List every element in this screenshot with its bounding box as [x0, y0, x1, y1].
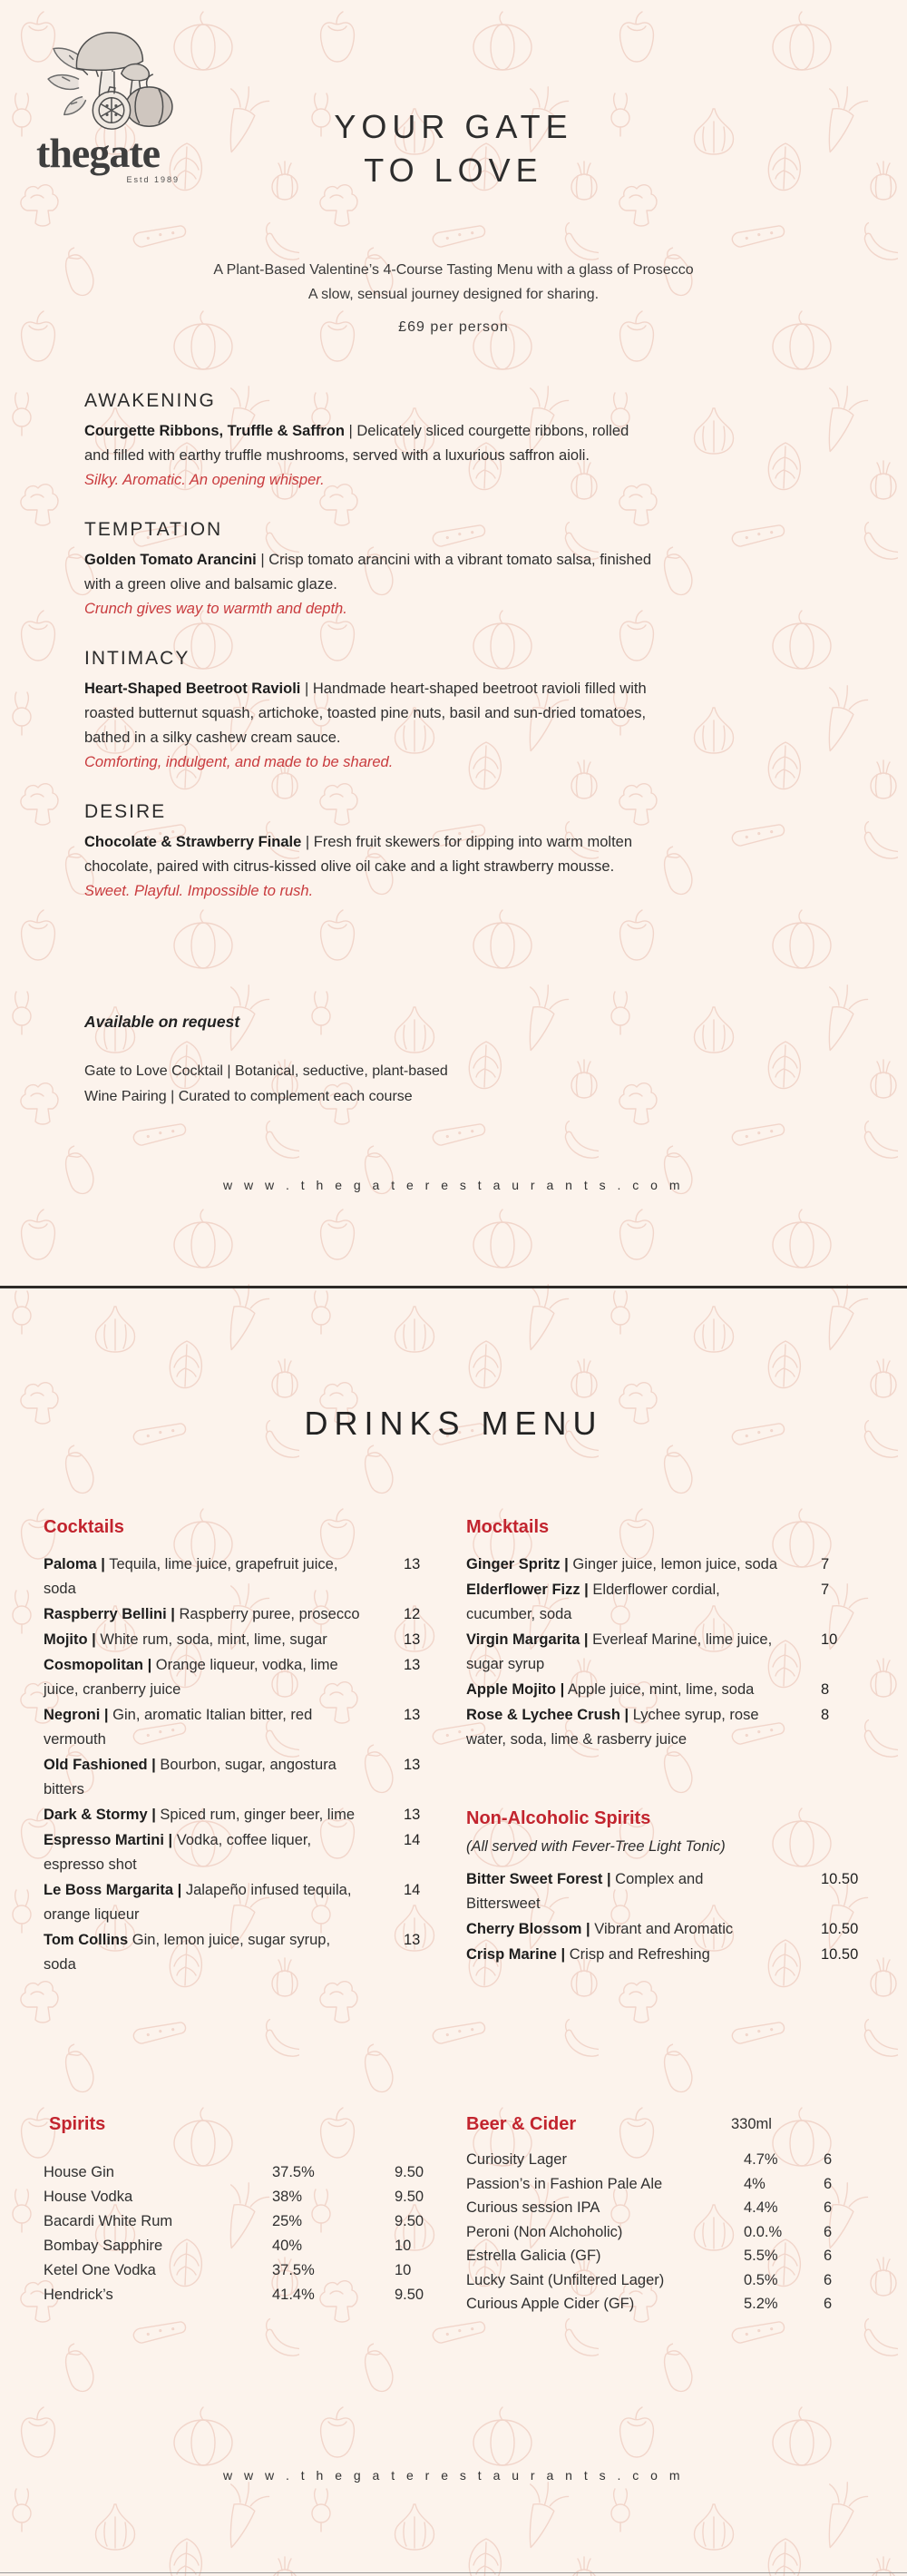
- drink-name: Mojito |: [44, 1631, 96, 1648]
- drinks-menu-title: DRINKS MENU: [304, 1405, 603, 1443]
- beer-price: 6: [824, 2296, 833, 2312]
- cocktail-text: [44, 1628, 361, 1652]
- beer-row: [466, 2244, 876, 2268]
- cocktail-item: [44, 1828, 424, 1877]
- drink-ingredients: Lychee syrup, rose water, soda, lime & rasberry juice: [466, 1707, 759, 1748]
- cocktail-item: [44, 1602, 424, 1627]
- beer-cider-header: [466, 2114, 876, 2135]
- course-tagline: Sweet. Playful. Impossible to rush.: [84, 883, 314, 899]
- beer-cider-section: [466, 2114, 876, 2316]
- cocktail-item: [44, 1753, 424, 1802]
- beer-name: Passion’s in Fashion Pale Ale: [466, 2175, 663, 2192]
- beer-price: 6: [824, 2248, 833, 2264]
- drink-ingredients: Ginger juice, lemon juice, soda: [572, 1556, 778, 1572]
- beer-name: Lucky Saint (Unfiltered Lager): [466, 2271, 665, 2288]
- cocktail-text: [44, 1878, 361, 1927]
- bottom-edge-line: [0, 2572, 907, 2573]
- spirit-price: 9.50: [395, 2213, 424, 2229]
- drink-name: Dark & Stormy |: [44, 1807, 156, 1823]
- course-heading: TEMPTATION: [84, 519, 223, 540]
- drink-name: Virgin Margarita |: [466, 1631, 589, 1648]
- drink-description: Crisp and Refreshing: [569, 1946, 710, 1963]
- course-description: [84, 419, 654, 468]
- drink-ingredients: Raspberry puree, prosecco: [179, 1606, 360, 1622]
- drink-name: Espresso Martini |: [44, 1832, 173, 1848]
- course-tagline: Silky. Aromatic. An opening whisper.: [84, 472, 325, 488]
- spirit-price: 9.50: [395, 2287, 424, 2303]
- course-description: [84, 677, 654, 750]
- beer-abv: 5.2%: [744, 2296, 778, 2312]
- course-heading: INTIMACY: [84, 648, 190, 669]
- cocktails-section: [44, 1517, 424, 1978]
- drink-price: 7: [821, 1582, 830, 1598]
- mocktail-item: [466, 1552, 876, 1577]
- drink-description: Complex and Bittersweet: [466, 1871, 704, 1912]
- drink-price: 13: [404, 1807, 421, 1823]
- cocktail-item: [44, 1703, 424, 1752]
- cocktail-text: [44, 1828, 361, 1877]
- drink-price: 10: [821, 1631, 838, 1648]
- spirit-abv: 40%: [272, 2238, 303, 2254]
- mocktail-item: [466, 1678, 876, 1702]
- drink-price: 13: [404, 1631, 421, 1648]
- cocktail-text: [44, 1653, 361, 1702]
- drink-name: Old Fashioned |: [44, 1757, 156, 1773]
- drink-price: 13: [404, 1757, 421, 1773]
- dish-details: | Handmade heart-shaped beetroot ravioli filled with roasted butternut squash, artichoke, toasted pine nuts, basil and sun-dried tomatoes, bathed in a silky cashew cream sauce.: [84, 681, 647, 746]
- beer-name: Curious session IPA: [466, 2199, 600, 2216]
- drink-name: Raspberry Bellini |: [44, 1606, 175, 1622]
- cocktail-text: [44, 1602, 361, 1627]
- cocktail-item: [44, 1552, 424, 1601]
- mocktails-section: [466, 1517, 876, 1752]
- beer-price: 6: [824, 2199, 833, 2216]
- spirit-abv: 38%: [272, 2189, 303, 2205]
- drink-ingredients: Elderflower cordial, cucumber, soda: [466, 1582, 720, 1622]
- page-title: [0, 105, 907, 192]
- drink-name: Le Boss Margarita |: [44, 1882, 182, 1898]
- menu-subtitle-line-2: A slow, sensual journey designed for sharing.: [307, 287, 600, 302]
- cocktail-text: [44, 1753, 361, 1802]
- mocktail-text: [466, 1552, 779, 1577]
- beer-row: [466, 2148, 876, 2172]
- available-item: Wine Pairing | Curated to complement each course: [84, 1089, 413, 1104]
- spirit-name: Bacardi White Rum: [44, 2213, 173, 2229]
- mocktail-text: [466, 1628, 779, 1677]
- drink-ingredients: Vodka, coffee liquer, espresso shot: [44, 1832, 312, 1873]
- drink-ingredients: Jalapeño infused tequila, orange liqueur: [44, 1882, 352, 1923]
- drink-ingredients: Gin, lemon juice, sugar syrup, soda: [44, 1932, 331, 1973]
- beer-row: [466, 2268, 876, 2293]
- drink-name: Rose & Lychee Crush |: [466, 1707, 629, 1723]
- beer-row: [466, 2292, 876, 2316]
- page-divider: [0, 1286, 907, 1288]
- drink-name: Elderflower Fizz |: [466, 1582, 589, 1598]
- website-url: w w w . t h e g a t e r e s t a u r a n t s . c o m: [222, 2468, 685, 2483]
- beer-abv: 0.5%: [744, 2271, 778, 2288]
- cocktail-text: [44, 1703, 361, 1752]
- menu-subtitle: [0, 258, 907, 307]
- spirits-heading: Spirits: [49, 2114, 106, 2134]
- mocktail-item: [466, 1628, 876, 1677]
- course-description: [84, 830, 654, 879]
- drink-price: 10.50: [821, 1871, 859, 1887]
- course-section: [84, 648, 654, 775]
- spirit-price: 9.50: [395, 2189, 424, 2205]
- spirit-abv: 37.5%: [272, 2164, 315, 2180]
- course-description: [84, 548, 654, 597]
- na-spirit-item: [466, 1867, 876, 1916]
- drink-name: Cosmopolitan |: [44, 1657, 152, 1673]
- beer-cider-heading: Beer & Cider: [466, 2114, 577, 2134]
- drink-ingredients: Bourbon, sugar, angostura bitters: [44, 1757, 336, 1797]
- drink-price: 14: [404, 1832, 421, 1848]
- drink-price: 7: [821, 1556, 830, 1572]
- spirit-price: 10: [395, 2238, 412, 2254]
- mocktail-text: [466, 1578, 779, 1627]
- drink-price: 13: [404, 1657, 421, 1673]
- beer-row: [466, 2172, 876, 2197]
- dish-details: | Crisp tomato arancini with a vibrant tomato salsa, finished with a green olive and balsamic glaze.: [84, 552, 652, 593]
- cocktail-text: [44, 1803, 361, 1827]
- drink-ingredients: Tequila, lime juice, grapefruit juice, soda: [44, 1556, 338, 1597]
- beer-abv: 0.0.%: [744, 2223, 783, 2240]
- non-alcoholic-spirits-note: (All served with Fever-Tree Light Tonic): [466, 1838, 726, 1855]
- course-list: [84, 390, 654, 930]
- na-spirit-text: [466, 1917, 779, 1942]
- drink-ingredients: Everleaf Marine, lime juice, sugar syrup: [466, 1631, 773, 1672]
- drink-name: Bitter Sweet Forest |: [466, 1871, 611, 1887]
- beer-name: Curious Apple Cider (GF): [466, 2296, 635, 2312]
- na-spirit-item: [466, 1917, 876, 1942]
- cocktail-text: [44, 1552, 361, 1601]
- tasting-menu-price: £69 per person: [398, 319, 509, 335]
- page-title-line-2: TO LOVE: [364, 152, 543, 189]
- spirit-row: [44, 2209, 434, 2234]
- spirit-price: 10: [395, 2262, 412, 2278]
- course-section: [84, 801, 654, 904]
- drink-price: 10.50: [821, 1921, 859, 1937]
- drink-name: Crisp Marine |: [466, 1946, 566, 1963]
- mocktail-item: [466, 1578, 876, 1627]
- available-item: Gate to Love Cocktail | Botanical, seductive, plant-based: [84, 1063, 448, 1079]
- spirits-section: [44, 2114, 434, 2307]
- beer-abv: 5.5%: [744, 2248, 778, 2264]
- logo-wordmark: thegate: [36, 130, 161, 176]
- beer-abv: 4%: [744, 2175, 766, 2192]
- spirit-name: Hendrick’s: [44, 2287, 113, 2303]
- drink-price: 13: [404, 1707, 421, 1723]
- right-column: [466, 1517, 876, 1968]
- page-title-line-1: YOUR GATE: [334, 108, 573, 145]
- mocktail-text: [466, 1703, 779, 1752]
- spirit-name: House Gin: [44, 2164, 114, 2180]
- drink-price: 8: [821, 1681, 830, 1698]
- logo-established-date: Estd 1989: [126, 175, 180, 184]
- cocktail-item: [44, 1878, 424, 1927]
- beer-row: [466, 2196, 876, 2220]
- spirit-name: House Vodka: [44, 2189, 133, 2205]
- available-heading: Available on request: [84, 1013, 240, 1031]
- cocktail-item: [44, 1628, 424, 1652]
- available-on-request: [84, 1013, 665, 1110]
- drink-name: Tom Collins: [44, 1932, 129, 1948]
- website-url: w w w . t h e g a t e r e s t a u r a n t s . c o m: [222, 1178, 685, 1192]
- beer-price: 6: [824, 2151, 833, 2168]
- dish-details: | Delicately sliced courgette ribbons, rolled and filled with earthy truffle mushrooms, served with a luxurious saffron aioli.: [84, 423, 629, 464]
- drink-ingredients: Gin, aromatic Italian bitter, red vermouth: [44, 1707, 313, 1748]
- na-spirit-item: [466, 1943, 876, 1967]
- drink-name: Paloma |: [44, 1556, 105, 1572]
- dish-name: Courgette Ribbons, Truffle & Saffron: [84, 423, 345, 439]
- drink-price: 14: [404, 1882, 421, 1898]
- spirit-price: 9.50: [395, 2164, 424, 2180]
- dish-name: Heart-Shaped Beetroot Ravioli: [84, 681, 301, 697]
- beer-price: 6: [824, 2175, 833, 2192]
- cocktails-heading: Cocktails: [44, 1517, 124, 1537]
- beer-name: Estrella Galicia (GF): [466, 2248, 601, 2264]
- mocktail-item: [466, 1703, 876, 1752]
- drink-price: 10.50: [821, 1946, 859, 1963]
- beer-price: 6: [824, 2223, 833, 2240]
- na-spirit-text: [466, 1943, 779, 1967]
- non-alcoholic-spirits-section: [466, 1808, 876, 1967]
- spirit-name: Bombay Sapphire: [44, 2238, 163, 2254]
- drink-price: 13: [404, 1932, 421, 1948]
- drink-name: Ginger Spritz |: [466, 1556, 569, 1572]
- spirit-abv: 25%: [272, 2213, 303, 2229]
- dish-name: Golden Tomato Arancini: [84, 552, 257, 568]
- drink-name: Cherry Blossom |: [466, 1921, 590, 1937]
- mocktails-heading: Mocktails: [466, 1517, 550, 1537]
- spirit-name: Ketel One Vodka: [44, 2262, 156, 2278]
- dish-name: Chocolate & Strawberry Finale: [84, 834, 302, 850]
- spirit-abv: 37.5%: [272, 2262, 315, 2278]
- drink-ingredients: White rum, soda, mint, lime, sugar: [100, 1631, 327, 1648]
- beer-size-label: 330ml: [731, 2116, 772, 2132]
- drink-ingredients: Spiced rum, ginger beer, lime: [160, 1807, 356, 1823]
- spirit-row: [44, 2234, 434, 2258]
- course-section: [84, 390, 654, 493]
- spirit-abv: 41.4%: [272, 2287, 315, 2303]
- dish-details: | Fresh fruit skewers for dipping into warm molten chocolate, paired with citrus-kissed olive oil cake and a light strawberry mousse.: [84, 834, 633, 875]
- beer-name: Curiosity Lager: [466, 2151, 567, 2168]
- cocktail-item: [44, 1928, 424, 1977]
- spirit-row: [44, 2258, 434, 2283]
- drink-description: Vibrant and Aromatic: [594, 1921, 734, 1937]
- course-section: [84, 519, 654, 622]
- course-tagline: Comforting, indulgent, and made to be shared.: [84, 754, 394, 770]
- beer-abv: 4.7%: [744, 2151, 778, 2168]
- cocktail-text: [44, 1928, 361, 1977]
- cocktail-item: [44, 1803, 424, 1827]
- beer-name: Peroni (Non Alchoholic): [466, 2223, 623, 2240]
- spirit-row: [44, 2185, 434, 2209]
- course-heading: DESIRE: [84, 801, 167, 822]
- beer-row: [466, 2220, 876, 2245]
- drink-name: Apple Mojito |: [466, 1681, 565, 1698]
- spirit-row: [44, 2160, 434, 2185]
- beer-price: 6: [824, 2271, 833, 2288]
- menu-subtitle-line-1: A Plant-Based Valentine’s 4-Course Tasting Menu with a glass of Prosecco: [213, 262, 694, 278]
- drink-price: 13: [404, 1556, 421, 1572]
- drink-price: 8: [821, 1707, 830, 1723]
- drink-price: 12: [404, 1606, 421, 1622]
- non-alcoholic-spirits-heading: Non-Alcoholic Spirits: [466, 1808, 651, 1828]
- course-heading: AWAKENING: [84, 390, 216, 411]
- drink-ingredients: Apple juice, mint, lime, soda: [567, 1681, 755, 1698]
- course-tagline: Crunch gives way to warmth and depth.: [84, 601, 347, 617]
- cocktail-item: [44, 1653, 424, 1702]
- spirit-row: [44, 2283, 434, 2307]
- mocktail-text: [466, 1678, 779, 1702]
- na-spirit-text: [466, 1867, 779, 1916]
- drink-name: Negroni |: [44, 1707, 109, 1723]
- drink-ingredients: Orange liqueur, vodka, lime juice, cranberry juice: [44, 1657, 338, 1698]
- beer-abv: 4.4%: [744, 2199, 778, 2216]
